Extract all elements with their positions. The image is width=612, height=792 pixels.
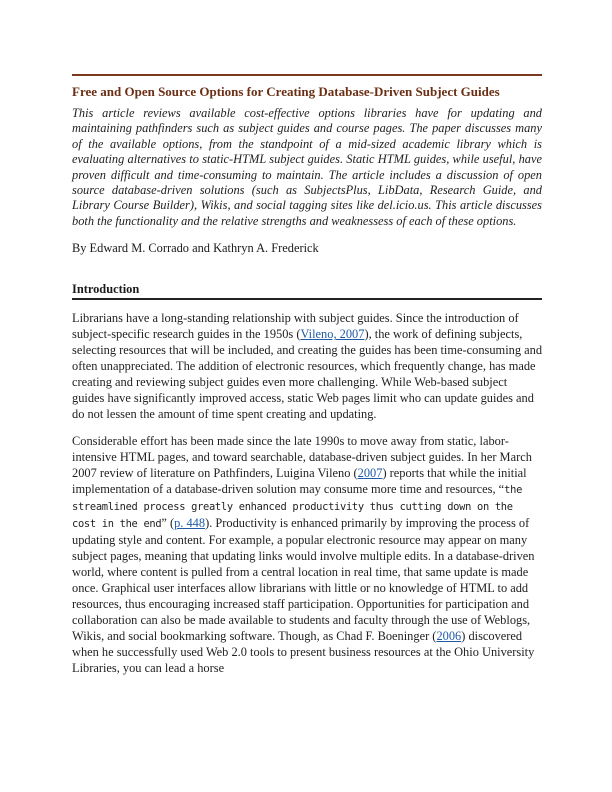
article-title: Free and Open Source Options for Creating Database-Driven Subject Guides (72, 84, 500, 99)
quotation: the streamlined process greatly enhanced productivity thus cutting down on the cost in the end (72, 484, 523, 531)
citation-link-2007[interactable]: 2007 (357, 466, 383, 481)
citation-link-p-448[interactable]: p. 448 (174, 516, 206, 531)
paragraph-1 (72, 310, 542, 422)
byline: By Edward M. Corrado and Kathryn A. Frederick (72, 241, 319, 256)
paragraph-2 (72, 433, 542, 676)
article (72, 74, 542, 676)
text: Librarians have a long-standing relationship with subject guides. Since the introduction of subject-specific research guides in the 1950s ( (72, 311, 519, 342)
section-rule (72, 298, 542, 300)
text: ). Productivity is enhanced primarily by improving the process of updating style and content. For example, a popular electronic resource may appear on many subject pages, meaning that updating links would involve multiple edits. In a database-driven world, where content is pulled from a central location in real time, that same update is made once. Graphical user interfaces allow librarians with little or no knowledge of HTML to add resources, thus encouraging increased staff participation. Opportunities for participation and collaboration can also be made available to students and faculty through the use of Weblogs, Wikis, and social bookmarking software. Though, as Chad F. Boeninger ( (72, 516, 535, 644)
text: Considerable effort has been made since the late 1990s to move away from static, labor-intensive HTML pages, and toward searchable, database-driven subject guides. In her March 2007 review of literature on Pathfinders, Luigina Vileno ( (72, 434, 532, 481)
text: ), the work of defining subjects, selecting resources that will be included, and creating the guides has been time-consuming and often unappreciated. The addition of electronic resources, which frequently change, has made creating and reviewing subject guides even more challenging. While Web-based subject guides have significantly improved access, static Web pages limit who can update guides and do not lessen the amount of time spent creating and updating. (72, 327, 543, 422)
text: ” ( (161, 516, 175, 531)
text: ) discovered when he successfully used Web 2.0 tools to present business resources at the Ohio University Libraries, you can lead a horse (72, 629, 535, 676)
title-rule (72, 74, 542, 76)
section-heading-introduction: Introduction (72, 282, 140, 297)
citation-link-2006[interactable]: 2006 (436, 629, 462, 644)
text: ) reports that while the initial implementation of a database-driven solution may consume more time and resources, “ (72, 466, 527, 497)
abstract: This article reviews available cost-effective options libraries have for updating and maintaining pathfinders such as subject guides and course pages. The paper discusses many of the available options, from the standpoint of a mid-sized academic library which is evaluating alternatives to static-HTML subject guides. Static HTML guides, while useful, have proven difficult and time-consuming to maintain. The article includes a discussion of open source database-driven solutions (such as SubjectsPlus, LibData, Research Guide, and Library Course Builder), Wikis, and social tagging sites like del.icio.us. This article discusses both the functionality and the relative strengths and weaknessess of each of these options. (72, 106, 542, 228)
citation-link-vileno-2007[interactable]: Vileno, 2007 (300, 327, 365, 342)
